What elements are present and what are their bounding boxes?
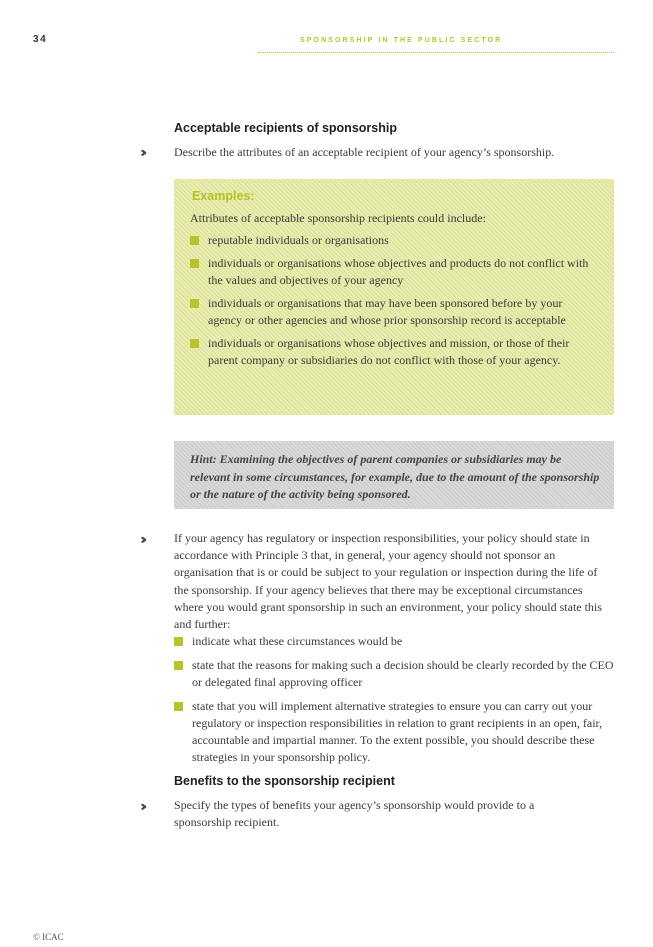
examples-intro: Attributes of acceptable sponsorship recipients could include: — [190, 211, 486, 225]
square-bullet-icon — [174, 661, 183, 670]
double-chevron-right-icon: ››› — [140, 799, 143, 815]
examples-list — [190, 232, 595, 375]
list-item-text: indicate what these circumstances would be — [192, 634, 403, 648]
double-chevron-right-icon: ››› — [140, 145, 143, 161]
hint-box — [174, 441, 614, 509]
square-bullet-icon — [190, 259, 199, 268]
square-bullet-icon — [174, 702, 183, 711]
square-bullet-icon — [174, 637, 183, 646]
instruction-acceptable-recipients: Describe the attributes of an acceptable recipient of your agency’s sponsorship. — [174, 145, 555, 159]
page-number: 34 — [33, 34, 48, 45]
instruction-benefits: Specify the types of benefits your agency’s sponsorship would provide to a sponsorship recipient. — [174, 798, 535, 830]
list-item — [174, 657, 614, 691]
regulatory-list — [174, 633, 614, 773]
list-item — [190, 255, 595, 289]
list-item-text: reputable individuals or organisations — [208, 233, 389, 247]
header-rule — [258, 52, 614, 53]
section-heading-benefits: Benefits to the sponsorship recipient — [174, 774, 395, 788]
list-item — [190, 232, 595, 249]
list-item — [190, 335, 595, 369]
running-header: SPONSORSHIP IN THE PUBLIC SECTOR — [300, 37, 503, 44]
list-item-text: state that the reasons for making such a decision should be clearly recorded by the CEO or delegated final approving officer — [192, 658, 614, 689]
list-item-text: individuals or organisations whose objectives and mission, or those of their parent company or subsidiaries do not conflict with those of your agency. — [208, 336, 570, 367]
list-item — [174, 633, 614, 650]
list-item — [174, 698, 614, 766]
double-chevron-right-icon: ››› — [140, 532, 143, 548]
square-bullet-icon — [190, 236, 199, 245]
list-item-text: individuals or organisations whose objectives and products do not conflict with the values and objectives of your agency — [208, 256, 589, 287]
square-bullet-icon — [190, 299, 199, 308]
footer-label-text: ICAC — [42, 932, 64, 942]
list-item — [190, 295, 595, 329]
square-bullet-icon — [190, 339, 199, 348]
section-heading-acceptable-recipients: Acceptable recipients of sponsorship — [174, 121, 397, 135]
hint-text: Hint: Examining the objectives of parent companies or subsidiaries may be relevant in some circumstances, for example, due to the amount of the sponsorship or the nature of the activity being sponsored. — [190, 452, 600, 501]
examples-title: Examples: — [192, 189, 255, 203]
footer-label: © ICAC — [33, 932, 64, 942]
list-item-text: state that you will implement alternative strategies to ensure you can carry out your regulatory or inspection responsibilities in relation to grant recipients in an open, fair, accountable and impartial manner. To the extent possible, you should describe these strategies in your sponsorship policy. — [192, 699, 603, 764]
list-item-text: individuals or organisations that may have been sponsored before by your agency or other agencies and whose prior sponsorship record is acceptable — [208, 296, 566, 327]
regulatory-paragraph: If your agency has regulatory or inspection responsibilities, your policy should state in accordance with Principle 3 that, in general, your agency should not sponsor an organisation that is or could be subject to your regulation or inspection during the life of the sponsorship. If your agency believes that there may be exceptional circumstances where you would grant sponsorship in such an environment, your policy should state this and further: — [174, 531, 602, 632]
examples-box — [174, 179, 614, 415]
